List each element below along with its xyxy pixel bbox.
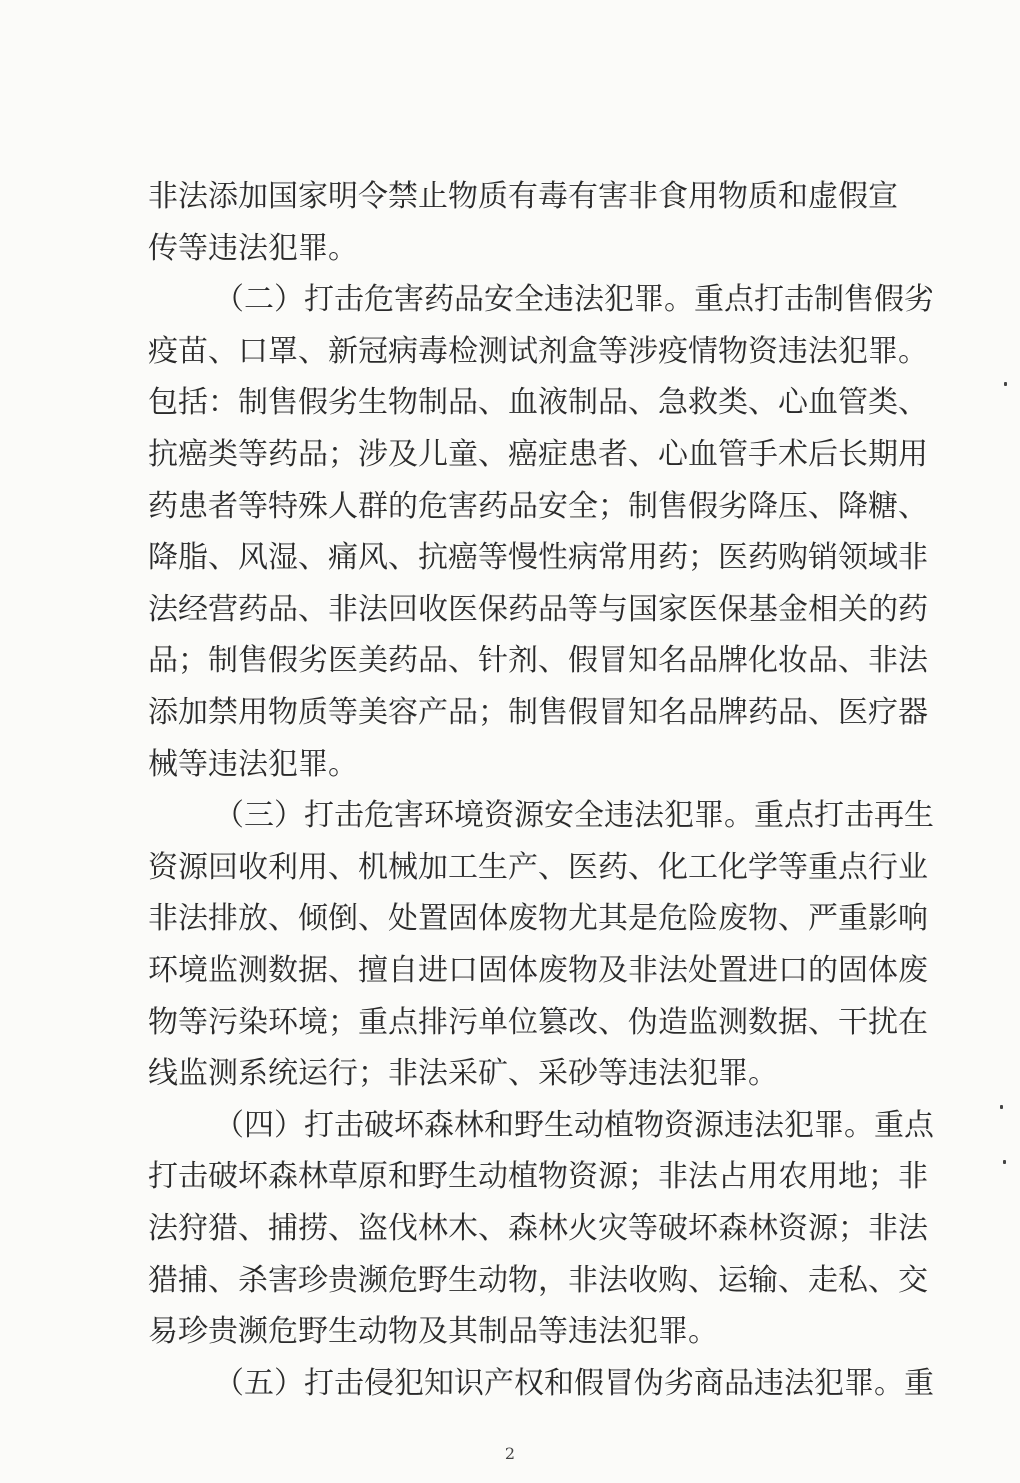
text-line: （三）打击危害环境资源安全违法犯罪。重点打击再生 <box>214 798 934 834</box>
scan-speck <box>1004 382 1007 386</box>
text-line: 传等违法犯罪。 <box>148 230 358 266</box>
text-line: 线监测系统运行；非法采矿、采砂等违法犯罪。 <box>148 1056 778 1092</box>
text-line: 降脂、风湿、痛风、抗癌等慢性病常用药；医药购销领域非 <box>148 540 928 576</box>
text-line: 非法排放、倾倒、处置固体废物尤其是危险废物、严重影响 <box>148 901 928 937</box>
text-line: 非法添加国家明令禁止物质有毒有害非食用物质和虚假宣 <box>148 179 898 214</box>
text-line: 易珍贵濒危野生动物及其制品等违法犯罪。 <box>148 1314 718 1350</box>
text-line: （二）打击危害药品安全违法犯罪。重点打击制售假劣 <box>214 282 934 318</box>
text-line: 械等违法犯罪。 <box>148 746 358 782</box>
text-line: 环境监测数据、擅自进口固体废物及非法处置进口的固体废 <box>148 953 928 988</box>
scan-speck <box>1003 1160 1006 1164</box>
text-line: 猎捕、杀害珍贵濒危野生动物，非法收购、运输、走私、交 <box>148 1262 928 1298</box>
text-line: 药患者等特殊人群的危害药品安全；制售假劣降压、降糖、 <box>148 488 928 524</box>
text-line: 疫苗、口罩、新冠病毒检测试剂盒等涉疫情物资违法犯罪。 <box>148 333 928 369</box>
text-line: 法狩猎、捕捞、盗伐林木、森林火灾等破坏森林资源；非法 <box>148 1211 928 1246</box>
text-line: 资源回收利用、机械加工生产、医药、化工化学等重点行业 <box>148 849 928 885</box>
scan-speck <box>1000 1105 1003 1109</box>
text-line: 打击破坏森林草原和野生动植物资源；非法占用农用地；非 <box>148 1159 928 1195</box>
text-line: 添加禁用物质等美容产品；制售假冒知名品牌药品、医疗器 <box>148 695 928 730</box>
text-line: 抗癌类等药品；涉及儿童、癌症患者、心血管手术后长期用 <box>148 437 928 472</box>
text-line: 品；制售假劣医美药品、针剂、假冒知名品牌化妆品、非法 <box>148 643 928 679</box>
text-line: （五）打击侵犯知识产权和假冒伪劣商品违法犯罪。重 <box>214 1365 934 1401</box>
text-line: 物等污染环境；重点排污单位篡改、伪造监测数据、干扰在 <box>148 1004 928 1040</box>
page-number: 2 <box>504 1444 516 1463</box>
text-line: 法经营药品、非法回收医保药品等与国家医保基金相关的药 <box>148 591 928 627</box>
text-line: （四）打击破坏森林和野生动植物资源违法犯罪。重点 <box>214 1107 934 1143</box>
text-line: 包括：制售假劣生物制品、血液制品、急救类、心血管类、 <box>148 385 928 421</box>
